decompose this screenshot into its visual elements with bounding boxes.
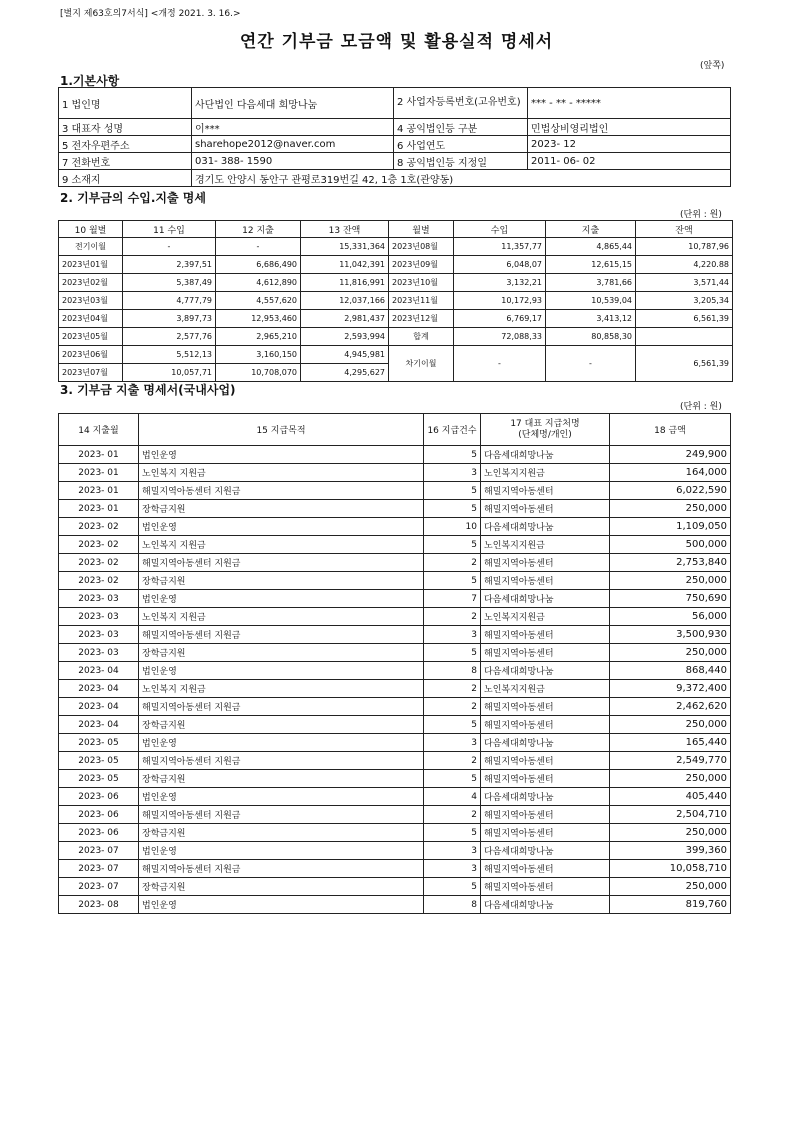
table-row (59, 644, 731, 662)
purpose-cell: 해밀지역아동센터 지원금 (139, 806, 424, 824)
column-header: 13 잔액 (301, 221, 389, 238)
payee-cell: 해밀지역아동센터 (481, 482, 610, 500)
income-expense-table (58, 220, 733, 382)
month-cell: 2023- 07 (59, 860, 139, 878)
amount-cell: 2,753,840 (610, 554, 731, 572)
purpose-cell: 장학금지원 (139, 644, 424, 662)
purpose-cell: 해밀지역아동센터 지원금 (139, 482, 424, 500)
payee-cell: 해밀지역아동센터 (481, 554, 610, 572)
expense-cell: 4,557,620 (216, 292, 301, 310)
balance-cell: 15,331,364 (301, 238, 389, 256)
table-row (59, 770, 731, 788)
page-side: (앞쪽) (700, 61, 725, 71)
payee-cell: 노인복지지원금 (481, 536, 610, 554)
month-cell: 2023년03월 (59, 292, 123, 310)
count-cell: 5 (424, 770, 481, 788)
count-cell: 5 (424, 446, 481, 464)
balance-cell: 2,593,994 (301, 328, 389, 346)
income-cell: 3,897,73 (123, 310, 216, 328)
info-row (59, 136, 731, 153)
table-row (59, 464, 731, 482)
amount-cell: 405,440 (610, 788, 731, 806)
column-header: 12 지출 (216, 221, 301, 238)
payee-cell: 해밀지역아동센터 (481, 752, 610, 770)
payee-cell: 다음세대희망나눔 (481, 590, 610, 608)
header-payee (481, 414, 610, 446)
purpose-cell: 장학금지원 (139, 716, 424, 734)
month-cell: 2023- 02 (59, 518, 139, 536)
amount-cell: 250,000 (610, 572, 731, 590)
purpose-cell: 법인운영 (139, 446, 424, 464)
header-month: 14 지출월 (59, 414, 139, 446)
income-cell: 2,577,76 (123, 328, 216, 346)
payee-cell: 해밀지역아동센터 (481, 572, 610, 590)
count-cell: 2 (424, 806, 481, 824)
header-payee-line1: 17 대표 지급처명 (510, 418, 580, 429)
income-cell: 11,357,77 (454, 238, 546, 256)
header-payee-line2: (단체명/개인) (518, 429, 572, 440)
payee-cell: 해밀지역아동센터 (481, 806, 610, 824)
month-cell: 2023- 04 (59, 716, 139, 734)
header-count: 16 지급건수 (424, 414, 481, 446)
info-value: 031- 388- 1590 (192, 153, 394, 170)
count-cell: 5 (424, 482, 481, 500)
info-label: 3 대표자 성명 (59, 119, 192, 136)
purpose-cell: 법인운영 (139, 734, 424, 752)
count-cell: 3 (424, 860, 481, 878)
table-row (59, 518, 731, 536)
table-row (59, 626, 731, 644)
count-cell: 5 (424, 536, 481, 554)
income-cell: 3,132,21 (454, 274, 546, 292)
basic-info-table (58, 87, 731, 187)
info-label: 1 법인명 (59, 88, 192, 119)
month-cell: 2023- 03 (59, 626, 139, 644)
month-cell: 2023년09월 (389, 256, 454, 274)
income-cell: 6,048,07 (454, 256, 546, 274)
purpose-cell: 노인복지 지원금 (139, 680, 424, 698)
amount-cell: 165,440 (610, 734, 731, 752)
page-title: 연간 기부금 모금액 및 활용실적 명세서 (239, 32, 554, 52)
count-cell: 5 (424, 716, 481, 734)
expense-cell: 3,781,66 (546, 274, 636, 292)
section2-unit: (단위 : 원) (680, 210, 722, 220)
amount-cell: 819,760 (610, 896, 731, 914)
balance-cell: 2,981,437 (301, 310, 389, 328)
table-row (59, 572, 731, 590)
amount-cell: 2,462,620 (610, 698, 731, 716)
month-cell: 2023년01월 (59, 256, 123, 274)
expense-cell: 4,865,44 (546, 238, 636, 256)
month-cell: 2023- 05 (59, 770, 139, 788)
amount-cell: 1,109,050 (610, 518, 731, 536)
table-row (59, 346, 733, 364)
count-cell: 5 (424, 824, 481, 842)
info-value: 민법상비영리법인 (528, 119, 731, 136)
balance-cell: 3,205,34 (636, 292, 733, 310)
purpose-cell: 해밀지역아동센터 지원금 (139, 698, 424, 716)
purpose-cell: 장학금지원 (139, 824, 424, 842)
count-cell: 3 (424, 464, 481, 482)
balance-cell: 12,037,166 (301, 292, 389, 310)
purpose-cell: 해밀지역아동센터 지원금 (139, 752, 424, 770)
payee-cell: 노인복지지원금 (481, 608, 610, 626)
payee-cell: 다음세대희망나눔 (481, 518, 610, 536)
month-cell: 2023- 04 (59, 662, 139, 680)
count-cell: 2 (424, 752, 481, 770)
month-cell: 2023- 03 (59, 608, 139, 626)
table-row (59, 590, 731, 608)
count-cell: 4 (424, 788, 481, 806)
purpose-cell: 법인운영 (139, 788, 424, 806)
payee-cell: 해밀지역아동센터 (481, 878, 610, 896)
amount-cell: 2,504,710 (610, 806, 731, 824)
month-cell: 2023년06월 (59, 346, 123, 364)
expense-cell: 10,708,070 (216, 364, 301, 382)
info-label: 8 공익법인등 지정일 (394, 153, 528, 170)
header-purpose: 15 지급목적 (139, 414, 424, 446)
expense-cell: 10,539,04 (546, 292, 636, 310)
month-cell: 2023- 04 (59, 698, 139, 716)
purpose-cell: 법인운영 (139, 518, 424, 536)
table-row (59, 878, 731, 896)
month-cell: 2023- 01 (59, 464, 139, 482)
count-cell: 2 (424, 698, 481, 716)
column-header: 11 수입 (123, 221, 216, 238)
table-row (59, 842, 731, 860)
carry-month-cell: 차기이월 (389, 346, 454, 382)
amount-cell: 9,372,400 (610, 680, 731, 698)
purpose-cell: 노인복지 지원금 (139, 536, 424, 554)
info-value: 2011- 06- 02 (528, 153, 731, 170)
info-label: 6 사업연도 (394, 136, 528, 153)
payee-cell: 다음세대희망나눔 (481, 788, 610, 806)
expense-cell: 12,615,15 (546, 256, 636, 274)
purpose-cell: 장학금지원 (139, 572, 424, 590)
payee-cell: 해밀지역아동센터 (481, 626, 610, 644)
table-row (59, 734, 731, 752)
column-header: 월별 (389, 221, 454, 238)
balance-cell: 4,295,627 (301, 364, 389, 382)
purpose-cell: 법인운영 (139, 662, 424, 680)
month-cell: 2023년02월 (59, 274, 123, 292)
balance-cell: 4,945,981 (301, 346, 389, 364)
payee-cell: 다음세대희망나눔 (481, 446, 610, 464)
payee-cell: 해밀지역아동센터 (481, 860, 610, 878)
address-label: 9 소재지 (59, 170, 192, 187)
table-row (59, 500, 731, 518)
amount-cell: 399,360 (610, 842, 731, 860)
month-cell: 2023- 03 (59, 644, 139, 662)
amount-cell: 2,549,770 (610, 752, 731, 770)
info-row (59, 153, 731, 170)
amount-cell: 250,000 (610, 824, 731, 842)
table-row (59, 238, 733, 256)
balance-cell: 3,571,44 (636, 274, 733, 292)
amount-cell: 500,000 (610, 536, 731, 554)
month-cell: 전기이월 (59, 238, 123, 256)
payee-cell: 해밀지역아동센터 (481, 770, 610, 788)
info-value: sharehope2012@naver.com (192, 136, 394, 153)
amount-cell: 6,022,590 (610, 482, 731, 500)
income-cell: 5,512,13 (123, 346, 216, 364)
info-label: 5 전자우편주소 (59, 136, 192, 153)
info-row (59, 170, 731, 187)
table-row (59, 554, 731, 572)
info-label: 7 전화번호 (59, 153, 192, 170)
expenditure-table (58, 413, 731, 914)
amount-cell: 164,000 (610, 464, 731, 482)
table-row (59, 824, 731, 842)
amount-cell: 10,058,710 (610, 860, 731, 878)
month-cell: 2023년07월 (59, 364, 123, 382)
amount-cell: 750,690 (610, 590, 731, 608)
expense-cell: 80,858,30 (546, 328, 636, 346)
month-cell: 2023년10월 (389, 274, 454, 292)
section1-title: 1.기본사항 (60, 74, 120, 88)
payee-cell: 다음세대희망나눔 (481, 662, 610, 680)
payee-cell: 다음세대희망나눔 (481, 734, 610, 752)
table-row (59, 446, 731, 464)
balance-cell: 10,787,96 (636, 238, 733, 256)
amount-cell: 868,440 (610, 662, 731, 680)
month-cell: 2023- 06 (59, 824, 139, 842)
purpose-cell: 노인복지 지원금 (139, 608, 424, 626)
section2-title: 2. 기부금의 수입.지출 명세 (60, 191, 206, 205)
table-row (59, 806, 731, 824)
income-cell: 10,057,71 (123, 364, 216, 382)
count-cell: 3 (424, 734, 481, 752)
form-note: [별지 제63호의7서식] <개정 2021. 3. 16.> (60, 9, 241, 19)
table-row (59, 328, 733, 346)
month-cell: 2023- 05 (59, 752, 139, 770)
income-cell: - (123, 238, 216, 256)
month-cell: 2023- 04 (59, 680, 139, 698)
month-cell: 2023- 07 (59, 878, 139, 896)
purpose-cell: 장학금지원 (139, 770, 424, 788)
table-row (59, 896, 731, 914)
payee-cell: 다음세대희망나눔 (481, 842, 610, 860)
payee-cell: 다음세대희망나눔 (481, 896, 610, 914)
info-value: 2023- 12 (528, 136, 731, 153)
payee-cell: 노인복지지원금 (481, 680, 610, 698)
info-label: 2 사업자등록번호(고유번호) (394, 88, 528, 119)
count-cell: 5 (424, 500, 481, 518)
expense-cell: 12,953,460 (216, 310, 301, 328)
info-value: 사단법인 다음세대 희망나눔 (192, 88, 394, 119)
info-value: *** - ** - ***** (528, 88, 731, 119)
table-row (59, 292, 733, 310)
count-cell: 2 (424, 608, 481, 626)
income-cell: 10,172,93 (454, 292, 546, 310)
month-cell: 2023- 03 (59, 590, 139, 608)
purpose-cell: 법인운영 (139, 842, 424, 860)
amount-cell: 250,000 (610, 644, 731, 662)
income-cell: 6,769,17 (454, 310, 546, 328)
month-cell: 2023- 05 (59, 734, 139, 752)
address-value: 경기도 안양시 동안구 관평로319번길 42, 1층 1호(관양동) (192, 170, 731, 187)
balance-cell: 4,220.88 (636, 256, 733, 274)
month-cell: 2023- 07 (59, 842, 139, 860)
payee-cell: 해밀지역아동센터 (481, 644, 610, 662)
column-header: 잔액 (636, 221, 733, 238)
table-row (59, 680, 731, 698)
month-cell: 2023- 06 (59, 788, 139, 806)
count-cell: 2 (424, 554, 481, 572)
amount-cell: 250,000 (610, 500, 731, 518)
month-cell: 2023년05월 (59, 328, 123, 346)
section3-unit: (단위 : 원) (680, 402, 722, 412)
amount-cell: 249,900 (610, 446, 731, 464)
table-row (59, 482, 731, 500)
table-row (59, 860, 731, 878)
table-header-row (59, 221, 733, 238)
count-cell: 10 (424, 518, 481, 536)
carry-balance-cell: 6,561,39 (636, 346, 733, 382)
count-cell: 7 (424, 590, 481, 608)
purpose-cell: 장학금지원 (139, 500, 424, 518)
month-cell: 2023- 02 (59, 554, 139, 572)
income-cell: 5,387,49 (123, 274, 216, 292)
count-cell: 2 (424, 680, 481, 698)
month-cell: 2023년08월 (389, 238, 454, 256)
amount-cell: 250,000 (610, 878, 731, 896)
amount-cell: 250,000 (610, 716, 731, 734)
info-value: 이*** (192, 119, 394, 136)
month-cell: 2023년04월 (59, 310, 123, 328)
expense-cell: 3,413,12 (546, 310, 636, 328)
month-cell: 2023- 02 (59, 572, 139, 590)
income-cell: 4,777,79 (123, 292, 216, 310)
balance-cell: 11,042,391 (301, 256, 389, 274)
count-cell: 5 (424, 878, 481, 896)
income-cell: 2,397,51 (123, 256, 216, 274)
column-header: 10 월별 (59, 221, 123, 238)
purpose-cell: 해밀지역아동센터 지원금 (139, 860, 424, 878)
expense-cell: 3,160,150 (216, 346, 301, 364)
month-cell: 2023- 01 (59, 482, 139, 500)
month-cell: 2023년12월 (389, 310, 454, 328)
balance-cell: 6,561,39 (636, 310, 733, 328)
expense-cell: 2,965,210 (216, 328, 301, 346)
table-row (59, 788, 731, 806)
count-cell: 5 (424, 572, 481, 590)
payee-cell: 해밀지역아동센터 (481, 716, 610, 734)
table-row (59, 536, 731, 554)
payee-cell: 노인복지지원금 (481, 464, 610, 482)
purpose-cell: 법인운영 (139, 896, 424, 914)
month-cell: 합계 (389, 328, 454, 346)
count-cell: 3 (424, 842, 481, 860)
count-cell: 8 (424, 662, 481, 680)
table-row (59, 698, 731, 716)
info-row (59, 119, 731, 136)
count-cell: 3 (424, 626, 481, 644)
table-row (59, 274, 733, 292)
table-row (59, 752, 731, 770)
month-cell: 2023- 01 (59, 446, 139, 464)
purpose-cell: 법인운영 (139, 590, 424, 608)
count-cell: 5 (424, 644, 481, 662)
balance-cell (636, 328, 733, 346)
table-row (59, 608, 731, 626)
purpose-cell: 장학금지원 (139, 878, 424, 896)
payee-cell: 해밀지역아동센터 (481, 698, 610, 716)
purpose-cell: 해밀지역아동센터 지원금 (139, 554, 424, 572)
payee-cell: 해밀지역아동센터 (481, 500, 610, 518)
purpose-cell: 노인복지 지원금 (139, 464, 424, 482)
carry-income-cell: - (454, 346, 546, 382)
amount-cell: 3,500,930 (610, 626, 731, 644)
carry-expense-cell: - (546, 346, 636, 382)
payee-cell: 해밀지역아동센터 (481, 824, 610, 842)
income-cell: 72,088,33 (454, 328, 546, 346)
amount-cell: 250,000 (610, 770, 731, 788)
purpose-cell: 해밀지역아동센터 지원금 (139, 626, 424, 644)
table-row (59, 256, 733, 274)
month-cell: 2023- 01 (59, 500, 139, 518)
table-row (59, 310, 733, 328)
month-cell: 2023- 02 (59, 536, 139, 554)
expense-cell: - (216, 238, 301, 256)
expense-cell: 4,612,890 (216, 274, 301, 292)
month-cell: 2023- 06 (59, 806, 139, 824)
column-header: 지출 (546, 221, 636, 238)
balance-cell: 11,816,991 (301, 274, 389, 292)
expense-cell: 6,686,490 (216, 256, 301, 274)
amount-cell: 56,000 (610, 608, 731, 626)
month-cell: 2023년11월 (389, 292, 454, 310)
header-amount: 18 금액 (610, 414, 731, 446)
column-header: 수입 (454, 221, 546, 238)
info-row (59, 88, 731, 119)
month-cell: 2023- 08 (59, 896, 139, 914)
count-cell: 8 (424, 896, 481, 914)
table-row (59, 662, 731, 680)
info-label: 4 공익법인등 구분 (394, 119, 528, 136)
section3-title: 3. 기부금 지출 명세서(국내사업) (60, 383, 236, 397)
table-row (59, 716, 731, 734)
